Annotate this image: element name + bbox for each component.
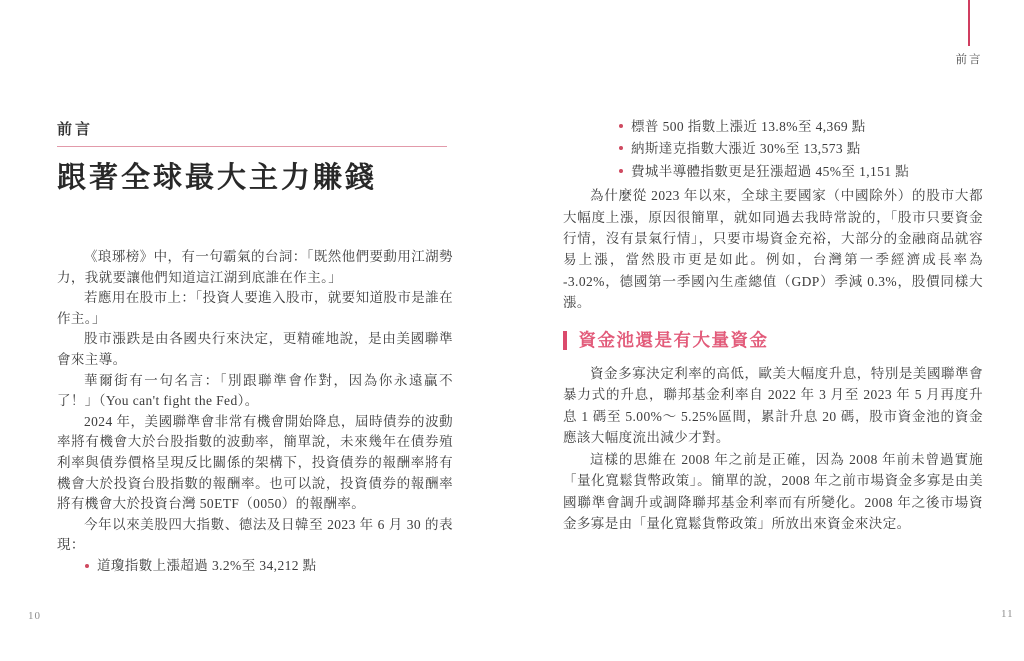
paragraph: 這樣的思維在 2008 年之前是正確，因為 2008 年前未曾過實施「量化寬鬆貨幣政策」。簡單的說，2008 年之前市場資金多寡是由美國聯準會調升或調降聯邦基金利率而有所變化。2008 年之後市場資金多寡是由「量化寬鬆貨幣政策」所放出來資金來決定。 xyxy=(563,451,983,531)
running-head-rule xyxy=(968,0,970,46)
paragraph: 2024 年，美國聯準會非常有機會開始降息，屆時債券的波動率將有機會大於台股指數的波動率，簡單說，未來幾年在債券殖利率與債券價格呈現反比關係的架構下，投資債券的報酬率將有機會大於投資台股指數的報酬率。也可以說，投資債券的報酬率將有機會大於投資台灣 50ETF（0050）的報酬率。 xyxy=(57,413,453,512)
chapter-title: 跟著全球最大主力賺錢 xyxy=(57,162,378,194)
paragraph: 為什麼從 2023 年以來，全球主要國家（中國除外）的股市大都大幅度上漲，原因很簡單，就如同過去我時常說的，「股市只要資金行情，沒有景氣行情」，只要市場資金充裕，大部分的金融商品就容易上漲，當然股市更是如此。例如，台灣第一季經濟成長率為 -3.02%，德國第一季國內生產總值（GDP）季減 0.3%，股價同樣大漲。 xyxy=(563,188,983,311)
page-number-right: 11 xyxy=(1001,608,1014,620)
left-page-header xyxy=(57,118,453,196)
paragraph: 若應用在股市上：「投資人要進入股市，就要知道股市是誰在作主。」 xyxy=(57,290,453,326)
list-item xyxy=(619,116,983,138)
paragraph: 股市漲跌是由各國央行來決定，更精確地說，是由美國聯準會來主導。 xyxy=(57,331,453,367)
running-head-label: 前言 xyxy=(955,54,983,66)
index-performance-list xyxy=(85,556,453,577)
right-page-body xyxy=(563,116,983,534)
list-item xyxy=(619,161,983,183)
index-performance-list xyxy=(619,116,983,183)
bullet-dot-icon xyxy=(619,124,623,128)
bullet-dot-icon xyxy=(619,146,623,150)
section-heading: 資金池還是有大量資金 xyxy=(578,329,769,350)
paragraph: 資金多寡決定利率的高低，歐美大幅度升息，特別是美國聯準會暴力式的升息，聯邦基金利率自 2022 年 3 月至 2023 年 5 月再度升息 1 碼至 5.00%～ 5.25%區間，累計升息 20 碼，股市資金池的資金應該大幅度流出減少才對。 xyxy=(563,366,983,446)
chapter-kicker: 前言 xyxy=(57,118,447,147)
list-item xyxy=(85,556,453,577)
paragraph: 《琅琊榜》中，有一句霸氣的台詞：「既然他們要動用江湖勢力，我就要讓他們知道這江湖到底誰在作主。」 xyxy=(57,249,453,285)
list-item-text: 納斯達克指數大漲近 30%至 13,573 點 xyxy=(631,141,861,157)
section-heading-block xyxy=(563,330,983,351)
list-item-text: 標普 500 指數上漲近 13.8%至 4,369 點 xyxy=(631,119,866,134)
list-item xyxy=(619,138,983,160)
list-item-text: 道瓊指數上漲超過 3.2%至 34,212 點 xyxy=(97,557,317,573)
page-number-left: 10 xyxy=(28,610,41,622)
paragraph: 今年以來美股四大指數、德法及日韓至 2023 年 6 月 30 的表現： xyxy=(57,516,453,553)
left-page-body xyxy=(57,247,453,577)
list-item-text: 費城半導體指數更是狂漲超過 45%至 1,151 點 xyxy=(631,163,910,179)
paragraph: 華爾街有一句名言：「別跟聯準會作對，因為你永遠贏不了！」（You can't fight the Fed）。 xyxy=(57,372,453,409)
bullet-dot-icon xyxy=(85,564,89,568)
bullet-dot-icon xyxy=(619,169,623,173)
section-accent-bar xyxy=(563,331,567,350)
